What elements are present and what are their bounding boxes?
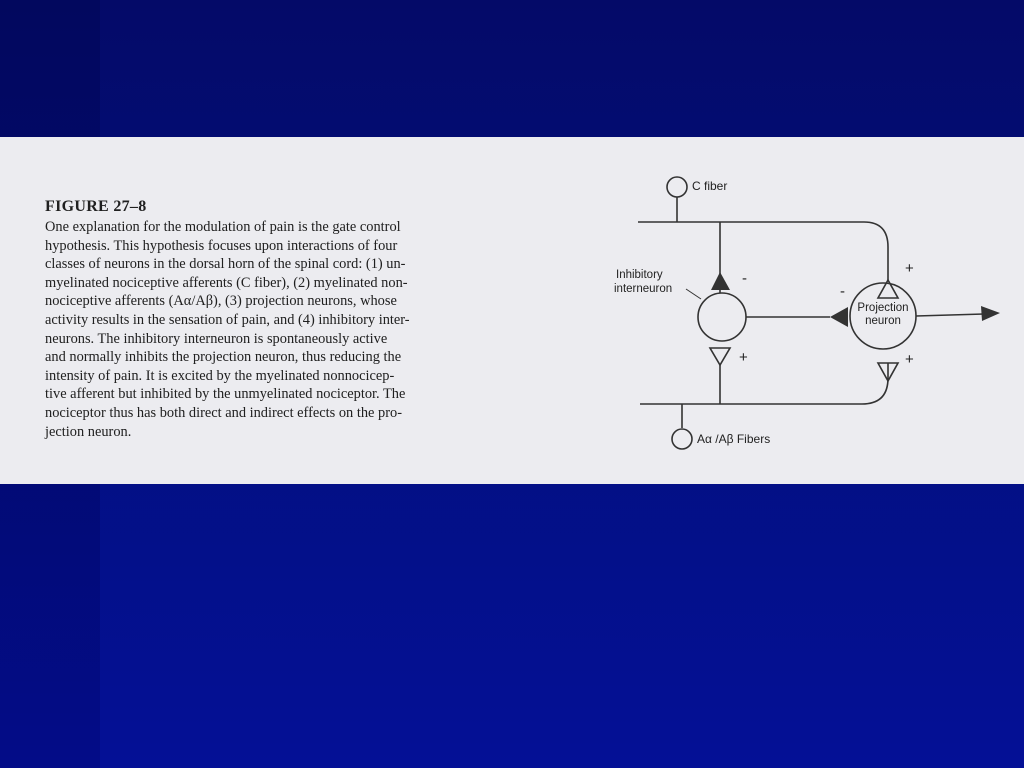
interneuron-label: interneuron [614, 283, 673, 295]
caption-line: and normally inhibits the projection neuron, thus reducing the [45, 349, 402, 366]
inhibitory-label: Inhibitory [616, 269, 663, 281]
sign-inhibit-interneuron: - [742, 270, 747, 287]
neuron-label: neuron [865, 315, 901, 327]
caption-line: neurons. The inhibitory interneuron is spontaneously active [45, 330, 388, 347]
caption-line: nociceptive afferents (Aα/Aβ), (3) projection neurons, whose [45, 293, 397, 310]
projection-output-line [916, 314, 984, 316]
caption-line: classes of neurons in the dorsal horn of the spinal cord: (1) un- [45, 256, 406, 273]
caption-line: myelinated nociceptive afferents (C fiber), (2) myelinated non- [45, 274, 408, 291]
a-fiber-axon [640, 363, 888, 404]
a-fibers-label: Aα /Aβ Fibers [697, 432, 771, 446]
c-fiber-axon [638, 222, 888, 280]
caption-line: One explanation for the modulation of pain is the gate control [45, 219, 401, 235]
figure-title: FIGURE 27–8 [45, 198, 147, 215]
projection-label: Projection [857, 302, 909, 314]
caption-line: tive afferent but inhibited by the unmyelinated nociceptor. The [45, 386, 406, 403]
caption-line: activity results in the sensation of pain, and (4) inhibitory inter- [45, 311, 410, 328]
sign-excite-projection-bottom: + [905, 351, 914, 368]
a-fiber-terminal [672, 429, 692, 449]
sign-inhibit-projection: - [840, 283, 845, 300]
c-fiber-label: C fiber [692, 179, 728, 193]
inhibitory-synapse-interneuron [711, 272, 730, 290]
caption-line: nociceptor thus has both direct and indirect effects on the pro- [45, 404, 402, 421]
figure-caption [45, 198, 515, 441]
excitatory-synapse-interneuron [710, 348, 730, 365]
sign-excite-projection-top: + [905, 260, 914, 277]
gate-control-diagram [600, 165, 1024, 465]
caption-line: hypothesis. This hypothesis focuses upon interactions of four [45, 237, 398, 254]
interneuron-label-leader [686, 289, 701, 299]
caption-line: intensity of pain. It is excited by the myelinated nonnocicep- [45, 367, 395, 384]
caption-line: jection neuron. [45, 423, 132, 440]
inhibitory-interneuron [698, 293, 746, 341]
inhibitory-synapse-projection [830, 307, 848, 327]
c-fiber-terminal [667, 177, 687, 197]
sign-excite-interneuron: + [739, 349, 748, 366]
output-arrowhead [981, 306, 1000, 321]
figure-panel [0, 137, 1024, 484]
